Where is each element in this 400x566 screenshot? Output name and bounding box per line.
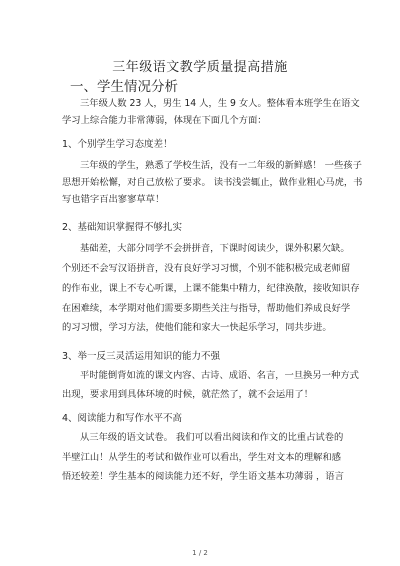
paragraph-line: 三年级人数 23 人，男生 14 人，生 9 女人。整体看本班学生在语文	[80, 98, 360, 109]
subheading-basics: 2、基础知识掌握得不够扎实	[62, 222, 183, 233]
paragraph-line: 半壁江山！从学生的考试和做作业可以看出，学生对文本的理解和感	[62, 452, 341, 463]
document-title: 三年级语文教学质量提高措施	[112, 60, 288, 75]
paragraph-line: 学习上综合能力非常薄弱，体现在下面几个方面：	[62, 115, 267, 126]
subheading-reading-writing: 4、阅读能力和写作水平不高	[62, 413, 183, 424]
paragraph-line: 悟还较差！学生基本的阅读能力还不好，学生语文基本功薄弱 ，语言	[62, 471, 344, 482]
subheading-attitude: 1、个别学生学习态度差！	[62, 139, 173, 150]
paragraph-line: 的习习惯，学习方法，使他们能和家大一快起乐学习，同共步进。	[62, 322, 332, 333]
paragraph-line: 出现，要求用到具体环境的时候，就茫然了，就不会运用了！	[62, 389, 314, 400]
paragraph-line: 基础差，大部分同学不会拼拼音，下课时阅读少，课外积累欠缺。	[80, 243, 350, 254]
paragraph-line: 的作布业，课上不专心听课，上课不能集中精力，纪律涣散，接收知识存	[62, 283, 360, 294]
paragraph-line: 从三年级的语文试卷。 我们可以看出阅读和作文的比重占试卷的	[80, 432, 344, 443]
paragraph-line: 思想开始松懈，对自己放松了要求。 读书浅尝辄止，做作业粗心马虎，书	[62, 177, 363, 188]
subheading-application: 3、举一反三灵活运用知识的能力不强	[62, 351, 221, 362]
paragraph-line: 在困难续，本学期对他们需要多期些关注与指导，帮助他们养成良好学	[62, 303, 351, 314]
section-heading-student-analysis: 一、学生情况分析	[70, 79, 178, 95]
paragraph-line: 个别还不会写汉语拼音，没有良好学习习惯，个别不能积极完成老师留	[62, 263, 351, 274]
paragraph-line: 写也错字百出寥寥草草！	[62, 194, 165, 205]
paragraph-line: 平时能倒背如流的课文内容、古诗、成语、名言，一旦换另一种方式	[80, 370, 359, 381]
paragraph-line: 三年级的学生，熟悉了学校生活，没有一二年级的新鲜感！ 一些孩子	[80, 160, 362, 171]
page-number: 1 / 2	[192, 549, 208, 557]
